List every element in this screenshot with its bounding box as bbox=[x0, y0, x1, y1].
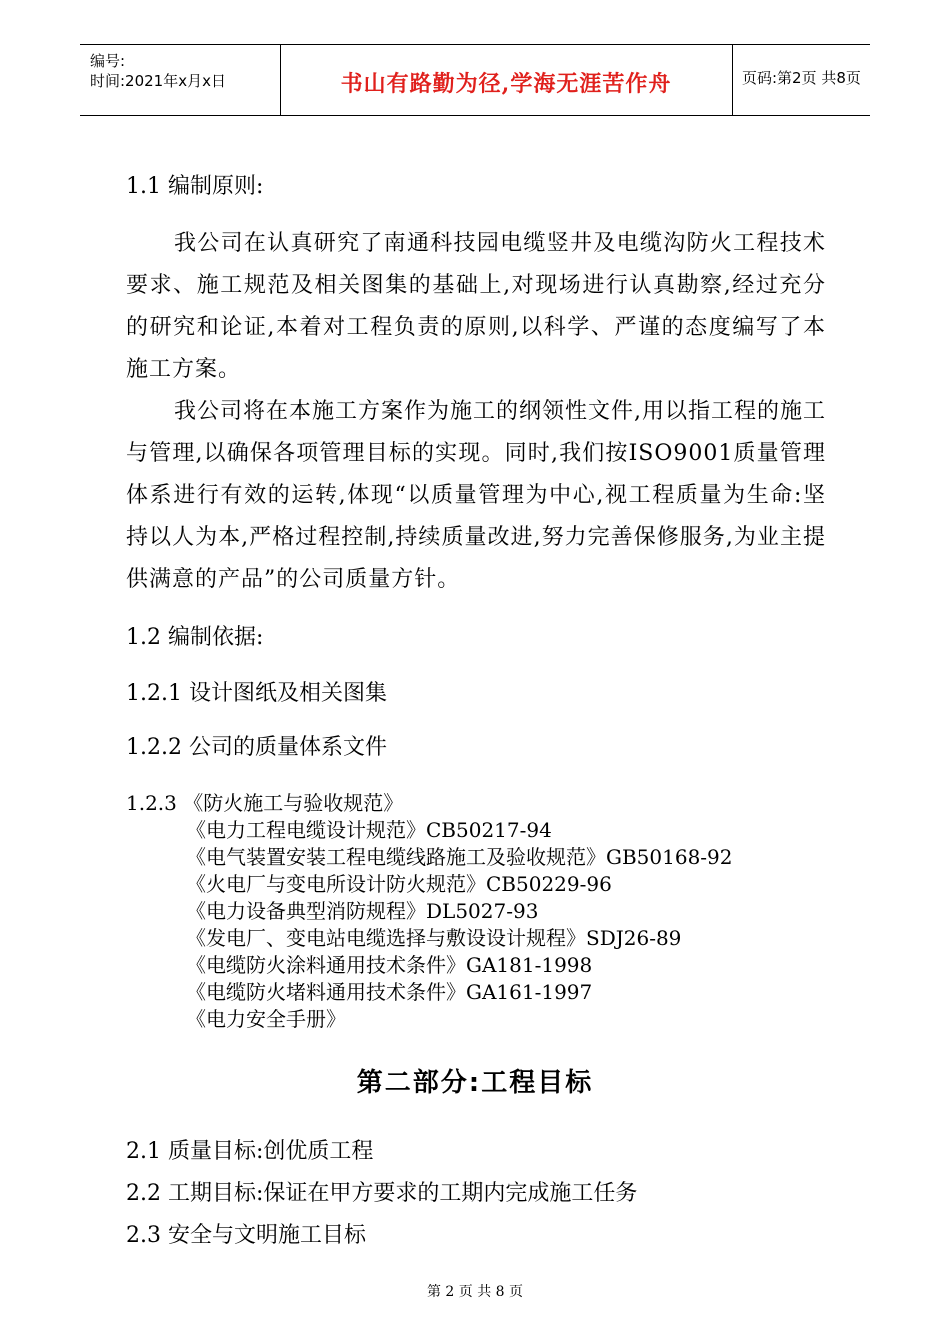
header-page-number: 页码:第2页 共8页 bbox=[742, 69, 861, 87]
part-2-title: 第二部分:工程目标 bbox=[356, 1068, 594, 1098]
header-number: 编号: bbox=[90, 52, 126, 70]
goal-quality: 2.1 质量目标:创优质工程 bbox=[126, 1139, 374, 1164]
reference-item: 《电力安全手册》 bbox=[186, 1007, 346, 1031]
section-1-1-paragraph-1: 我公司在认真研究了南通科技园电缆竖井及电缆沟防火工程技术要求、施工规范及相关图集的基础上,对现场进行认真勘察,经过充分的研究和论证,本着对工程负责的原则,以科学、严谨的态度编写了本施工方案。 bbox=[126, 231, 826, 382]
reference-item: 《电缆防火涂料通用技术条件》GA181-1998 bbox=[186, 953, 593, 977]
reference-item: 《电缆防火堵料通用技术条件》GA161-1997 bbox=[186, 980, 593, 1004]
header-time: 时间:2021年x月x日 bbox=[90, 72, 226, 90]
goal-schedule: 2.2 工期目标:保证在甲方要求的工期内完成施工任务 bbox=[126, 1181, 638, 1206]
reference-item: 《电气装置安装工程电缆线路施工及验收规范》GB50168-92 bbox=[186, 845, 733, 869]
section-1-1-title: 1.1 编制原则: bbox=[126, 174, 264, 199]
reference-item: 《火电厂与变电所设计防火规范》CB50229-96 bbox=[186, 872, 612, 896]
reference-item: 《电力设备典型消防规程》DL5027-93 bbox=[186, 899, 539, 923]
page-footer: 第 2 页 共 8 页 bbox=[426, 1284, 524, 1300]
goal-safety: 2.3 安全与文明施工目标 bbox=[126, 1223, 366, 1248]
header-meta bbox=[90, 51, 226, 91]
section-1-1-paragraph-2: 我公司将在本施工方案作为施工的纲领性文件,用以指工程的施工与管理,以确保各项管理目标的实现。同时,我们按ISO9001质量管理体系进行有效的运转,体现“以质量管理为中心,视工程质量为生命:坚持以人为本,严格过程控制,持续质量改进,努力完善保修服务,为业主提供满意的产品”的公司质量方针。 bbox=[126, 399, 826, 592]
reference-item: 《电力工程电缆设计规范》CB50217-94 bbox=[186, 818, 552, 842]
section-1-2-2: 1.2.2 公司的质量体系文件 bbox=[126, 735, 387, 760]
section-1-2-3: 1.2.3 《防火施工与验收规范》 bbox=[126, 791, 404, 815]
reference-item: 《发电厂、变电站电缆选择与敷设设计规程》SDJ26-89 bbox=[186, 926, 682, 950]
page-header bbox=[80, 44, 870, 116]
header-divider bbox=[732, 45, 733, 115]
section-1-2-1: 1.2.1 设计图纸及相关图集 bbox=[126, 681, 387, 706]
header-motto: 书山有路勤为径,学海无涯苦作舟 bbox=[340, 71, 672, 97]
section-1-2-title: 1.2 编制依据: bbox=[126, 625, 264, 650]
